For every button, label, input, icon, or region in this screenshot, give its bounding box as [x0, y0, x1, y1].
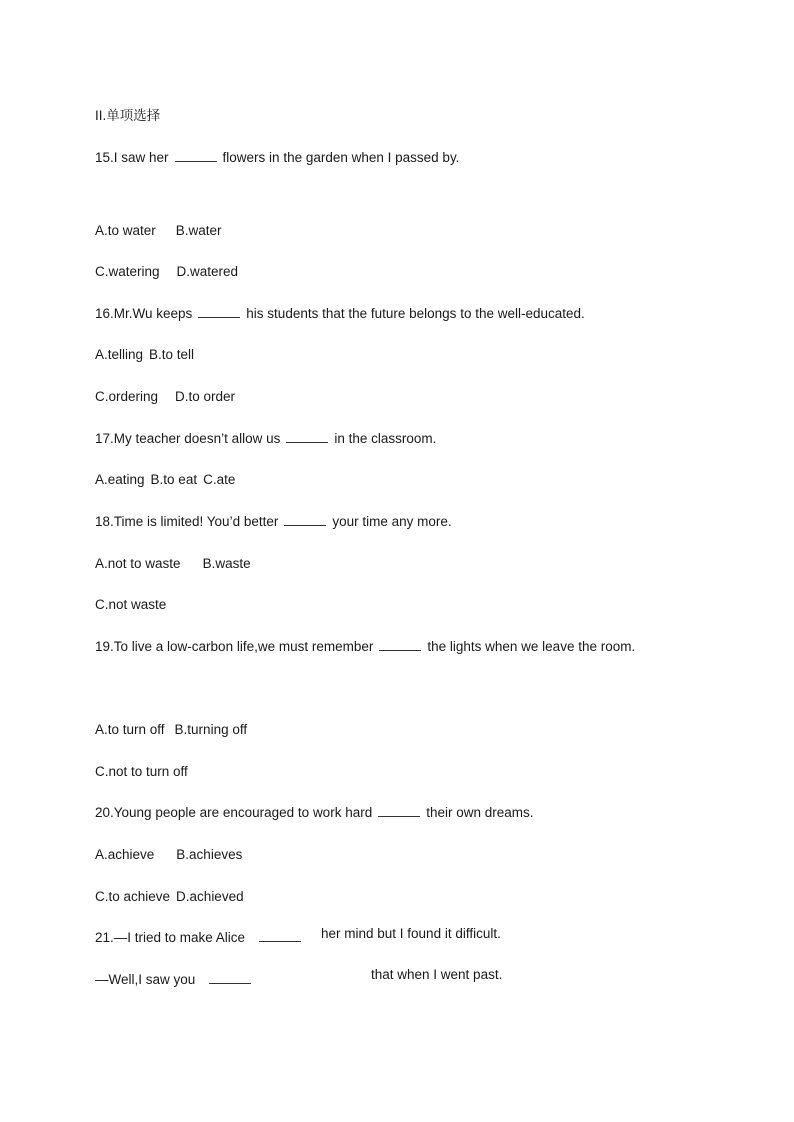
dialogue-line	[95, 971, 257, 989]
question-text: —Well,I saw you	[95, 972, 196, 987]
options-row	[95, 388, 235, 406]
answer-blank	[378, 804, 420, 817]
question-15	[95, 149, 459, 167]
answer-blank	[198, 305, 240, 318]
option-c: C.watering	[95, 264, 160, 279]
answer-blank	[286, 430, 328, 443]
option-a: A.to turn off	[95, 722, 165, 737]
answer-blank	[259, 929, 301, 942]
question-20	[95, 804, 534, 822]
question-21	[95, 929, 307, 947]
question-text: 18.Time is limited! You’d better	[95, 514, 279, 529]
option-b: B.turning off	[174, 722, 248, 737]
options-row	[95, 888, 244, 906]
question-text: his students that the future belongs to the well-educated.	[246, 306, 585, 321]
option-c: C.not to turn off	[95, 764, 188, 779]
option-c: C.to achieve	[95, 889, 171, 904]
question-19	[95, 638, 635, 656]
options-row	[95, 555, 251, 573]
question-16	[95, 305, 585, 323]
question-text: the lights when we leave the room.	[427, 639, 636, 654]
option-d: D.to order	[175, 389, 236, 404]
question-text: her mind but I found it difficult.	[321, 926, 501, 941]
options-row	[95, 471, 235, 489]
answer-blank	[284, 513, 326, 526]
question-text: their own dreams.	[426, 805, 534, 820]
options-row	[95, 222, 222, 240]
question-text: 20.Young people are encouraged to work hard	[95, 805, 373, 820]
question-text: 15.I saw her	[95, 150, 169, 165]
question-text: 17.My teacher doesn’t allow us	[95, 431, 281, 446]
option-c: C.not waste	[95, 597, 167, 612]
options-row	[95, 346, 194, 364]
option-a: A.eating	[95, 472, 145, 487]
option-b: B.achieves	[176, 847, 243, 862]
answer-blank	[175, 149, 217, 162]
question-text: in the classroom.	[334, 431, 437, 446]
question-text: 21.—I tried to make Alice	[95, 930, 246, 945]
question-17	[95, 430, 436, 448]
options-row	[95, 721, 247, 739]
question-text: 16.Mr.Wu keeps	[95, 306, 193, 321]
option-a: A.not to waste	[95, 556, 181, 571]
question-text: that when I went past.	[371, 967, 503, 982]
option-d: D.watered	[176, 264, 239, 279]
option-d: D.achieved	[176, 889, 244, 904]
option-c: C.ate	[203, 472, 236, 487]
option-c: C.ordering	[95, 389, 159, 404]
question-text: flowers in the garden when I passed by.	[222, 150, 460, 165]
option-b: B.water	[175, 223, 222, 238]
answer-blank	[379, 638, 421, 651]
option-b: B.to tell	[149, 347, 195, 362]
question-text: 19.To live a low-carbon life,we must remember	[95, 639, 374, 654]
option-a: A.telling	[95, 347, 144, 362]
options-row	[95, 263, 238, 281]
option-a: A.to water	[95, 223, 156, 238]
option-a: A.achieve	[95, 847, 155, 862]
option-b: B.to eat	[150, 472, 198, 487]
options-row	[95, 846, 242, 864]
question-text: your time any more.	[332, 514, 452, 529]
options-row	[95, 763, 188, 781]
section-title: II.单项选择	[95, 108, 161, 123]
option-b: B.waste	[202, 556, 251, 571]
question-18	[95, 513, 452, 531]
options-row	[95, 596, 166, 614]
answer-blank	[209, 971, 251, 984]
